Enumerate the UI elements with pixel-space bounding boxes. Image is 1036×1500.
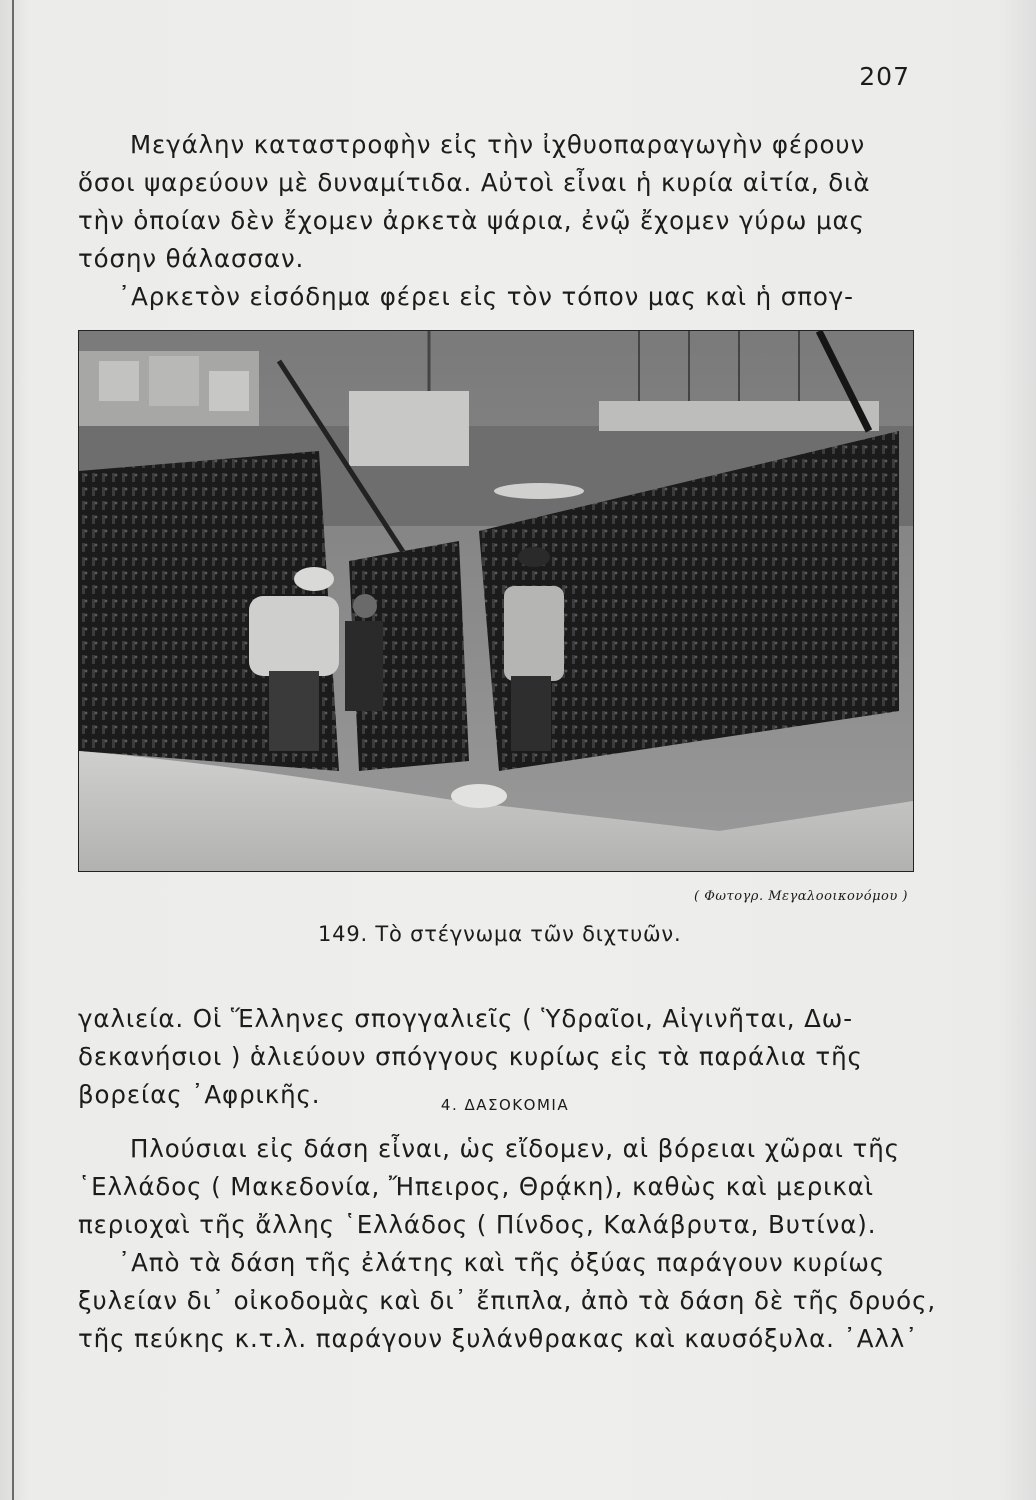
figure-photo-drying-nets	[78, 330, 914, 872]
text-line: τόσην θάλασσαν.	[78, 244, 305, 273]
page-spine-edge	[12, 0, 14, 1500]
photo-illustration	[79, 331, 913, 871]
text-line: ᾿Αρκετὸν εἰσόδημα φέρει εἰς τὸν τόπον μας καὶ ἡ σπογ-	[118, 282, 854, 311]
page-number: 207	[859, 62, 910, 91]
figure-caption: 149. Τὸ στέγνωμα τῶν διχτυῶν.	[318, 922, 682, 946]
paragraph-forestry	[78, 1130, 937, 1358]
text-line: τῆς πεύκης κ.τ.λ. παράγουν ξυλάνθρακας καὶ καυσόξυλα. ᾿Αλλ᾿	[78, 1324, 919, 1353]
text-line: βορείας ᾿Αφρικῆς.	[78, 1080, 321, 1109]
photo-credit: ( Φωτογρ. Μεγαλοοικονόμου )	[694, 889, 908, 904]
text-line: Μεγάλην καταστροφὴν εἰς τὴν ἰχθυοπαραγωγὴν φέρουν	[130, 130, 866, 159]
paragraph-fishing	[78, 126, 920, 316]
text-line: τὴν ὁποίαν δὲν ἔχομεν ἀρκετὰ ψάρια, ἐνῷ ἔχομεν γύρω μας	[78, 206, 865, 235]
text-line: ῾Ελλάδος ( Μακεδονία, Ἤπειρος, Θρᾴκη), καθὼς καὶ μερικαὶ	[78, 1172, 874, 1201]
text-line: ξυλείαν δι᾿ οἰκοδομὰς καὶ δι᾿ ἔπιπλα, ἀπὸ τὰ δάση δὲ τῆς δρυός,	[78, 1286, 937, 1315]
section-heading: 4. ΔΑΣΟΚΟΜΙΑ	[440, 1096, 570, 1114]
text-line: ὅσοι ψαρεύουν μὲ δυναμίτιδα. Αὐτοὶ εἶναι ἡ κυρία αἰτία, διὰ	[78, 168, 871, 197]
text-line: δεκανήσιοι ) ἁλιεύουν σπόγγους κυρίως εἰς τὰ παράλια τῆς	[78, 1042, 863, 1071]
text-line: περιοχαὶ τῆς ἄλλης ῾Ελλάδος ( Πίνδος, Καλάβρυτα, Βυτίνα).	[78, 1210, 877, 1239]
text-line: ᾿Απὸ τὰ δάση τῆς ἐλάτης καὶ τῆς ὀξύας παράγουν κυρίως	[118, 1248, 886, 1277]
text-line: γαλιεία. Οἱ Ἕλληνες σπογγαλιεῖς ( Ὑδραῖοι, Αἰγινῆται, Δω-	[78, 1004, 853, 1033]
text-line: Πλούσιαι εἰς δάση εἶναι, ὡς εἴδομεν, αἱ βόρειαι χῶραι τῆς	[130, 1134, 900, 1163]
